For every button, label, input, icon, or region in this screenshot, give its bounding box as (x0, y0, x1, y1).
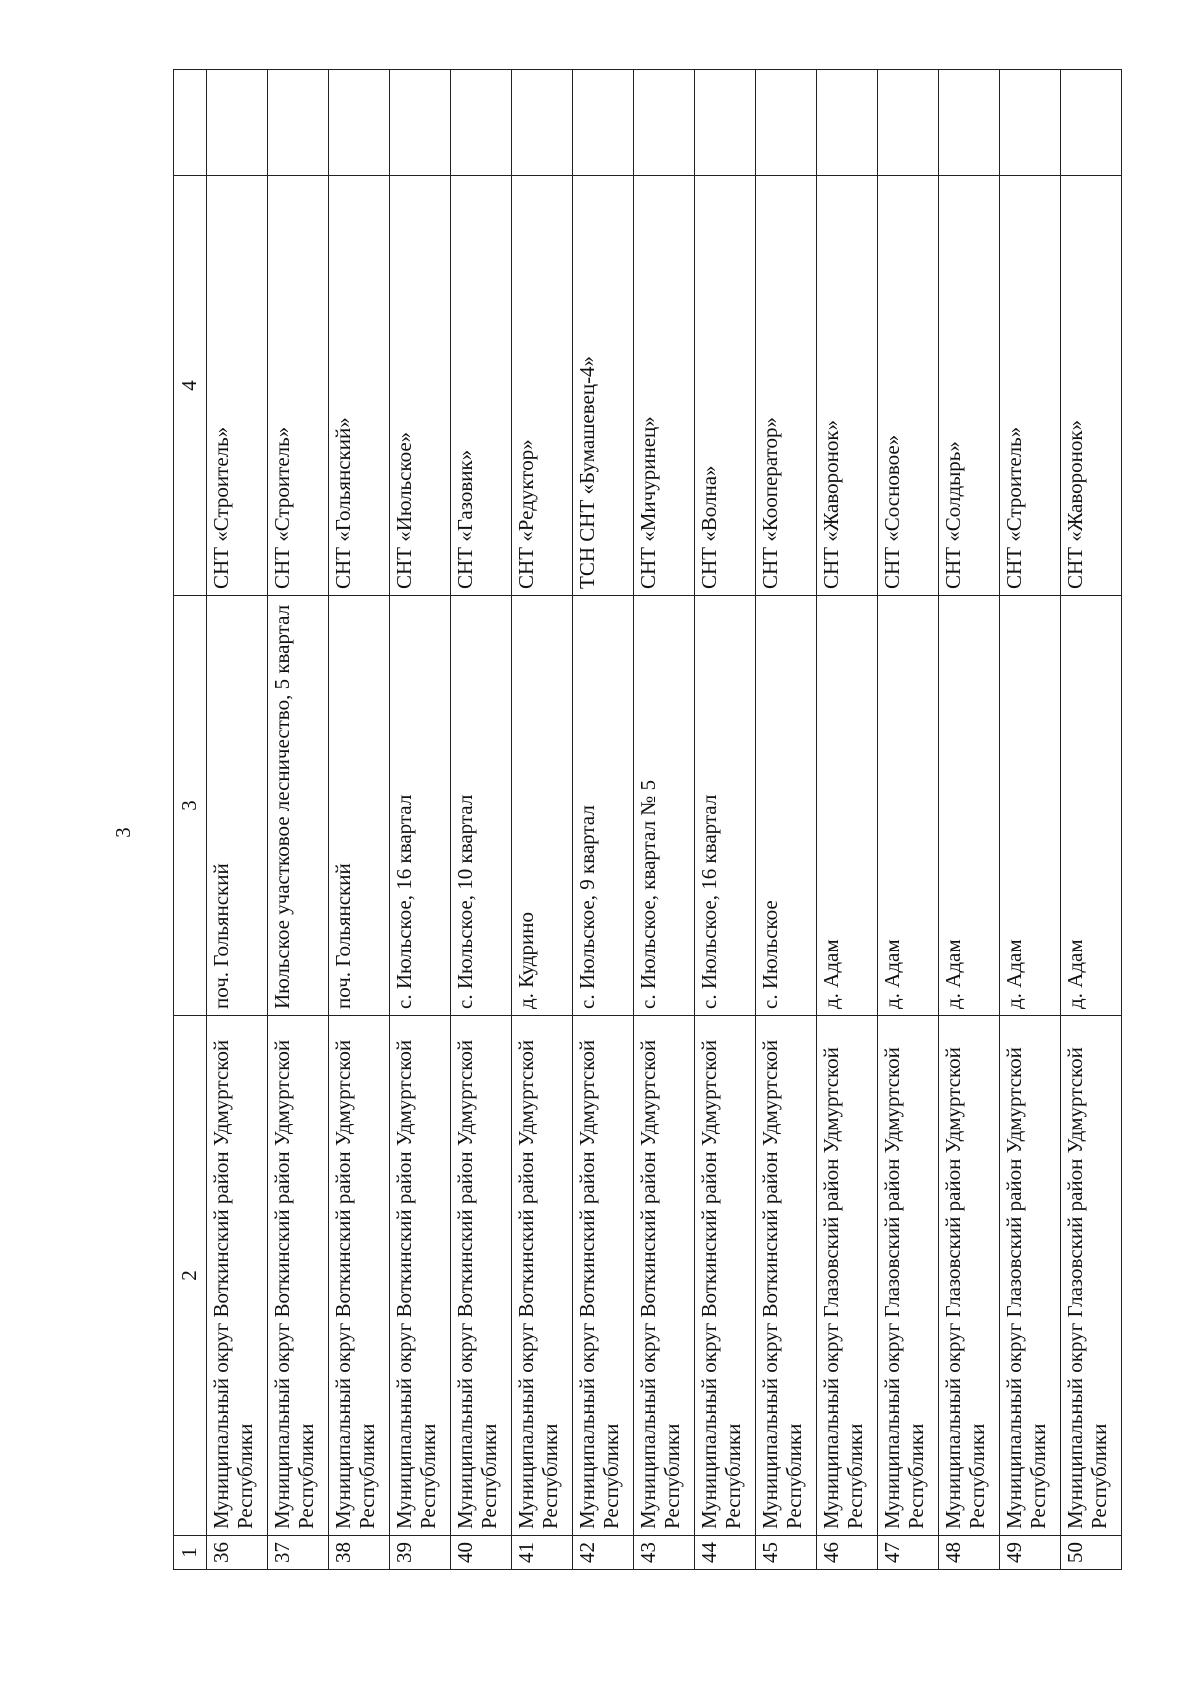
row-district: Муниципальный округ Воткинский район Удмуртской Республики (390, 1016, 451, 1536)
row-location: д. Адам (939, 596, 1000, 1016)
row-organization: СНТ «Жаворонок» (817, 176, 878, 596)
row-organization: СНТ «Гольянский» (329, 176, 390, 596)
header-col-3: 3 (174, 596, 207, 1016)
row-location: с. Июльское, 9 квартал (573, 596, 634, 1016)
row-location: с. Июльское, 16 квартал (695, 596, 756, 1016)
row-empty (695, 70, 756, 176)
table-row (512, 70, 573, 1570)
header-col-2: 2 (174, 1016, 207, 1536)
row-organization: СНТ «Газовик» (451, 176, 512, 596)
row-number: 49 (1000, 1536, 1061, 1570)
table-row (939, 70, 1000, 1570)
row-empty (756, 70, 817, 176)
row-location: с. Июльское (756, 596, 817, 1016)
row-organization: СНТ «Строитель» (268, 176, 329, 596)
row-empty (268, 70, 329, 176)
row-empty (1000, 70, 1061, 176)
table-row (817, 70, 878, 1570)
row-district: Муниципальный округ Воткинский район Удмуртской Республики (634, 1016, 695, 1536)
header-col-1: 1 (174, 1536, 207, 1570)
row-district: Муниципальный округ Воткинский район Удмуртской Республики (756, 1016, 817, 1536)
row-district: Муниципальный округ Глазовский район Удмуртской Республики (878, 1016, 939, 1536)
row-number: 37 (268, 1536, 329, 1570)
row-number: 44 (695, 1536, 756, 1570)
table-container (173, 70, 1111, 1570)
row-location: д. Адам (1000, 596, 1061, 1016)
row-number: 36 (207, 1536, 268, 1570)
row-number: 47 (878, 1536, 939, 1570)
row-empty (939, 70, 1000, 176)
data-table (173, 69, 1122, 1570)
row-empty (512, 70, 573, 176)
row-location: д. Кудрино (512, 596, 573, 1016)
row-location: с. Июльское, 10 квартал (451, 596, 512, 1016)
table-row (207, 70, 268, 1570)
row-district: Муниципальный округ Воткинский район Удмуртской Республики (329, 1016, 390, 1536)
row-number: 42 (573, 1536, 634, 1570)
row-district: Муниципальный округ Воткинский район Удмуртской Республики (268, 1016, 329, 1536)
row-location: поч. Гольянский (207, 596, 268, 1016)
row-location: д. Адам (817, 596, 878, 1016)
row-number: 48 (939, 1536, 1000, 1570)
table-header (174, 70, 207, 1570)
row-empty (390, 70, 451, 176)
row-organization: ТСН СНТ «Бумашевец-4» (573, 176, 634, 596)
row-location: д. Адам (1061, 596, 1122, 1016)
row-location: Июльское участковое лесничество, 5 квартал (268, 596, 329, 1016)
row-number: 43 (634, 1536, 695, 1570)
table-row (1061, 70, 1122, 1570)
row-empty (573, 70, 634, 176)
header-col-4: 4 (174, 176, 207, 596)
row-organization: СНТ «Сосновое» (878, 176, 939, 596)
row-district: Муниципальный округ Воткинский район Удмуртской Республики (512, 1016, 573, 1536)
row-district: Муниципальный округ Глазовский район Удмуртской Республики (817, 1016, 878, 1536)
row-location: поч. Гольянский (329, 596, 390, 1016)
row-organization: СНТ «Редуктор» (512, 176, 573, 596)
row-number: 50 (1061, 1536, 1122, 1570)
table-row (1000, 70, 1061, 1570)
row-empty (634, 70, 695, 176)
row-location: с. Июльское, 16 квартал (390, 596, 451, 1016)
header-row (174, 70, 207, 1570)
row-empty (1061, 70, 1122, 176)
row-district: Муниципальный округ Воткинский район Удмуртской Республики (451, 1016, 512, 1536)
row-district: Муниципальный округ Воткинский район Удмуртской Республики (207, 1016, 268, 1536)
row-empty (817, 70, 878, 176)
row-organization: СНТ «Волна» (695, 176, 756, 596)
table-row (451, 70, 512, 1570)
table-row (390, 70, 451, 1570)
row-number: 45 (756, 1536, 817, 1570)
row-number: 41 (512, 1536, 573, 1570)
table-row (634, 70, 695, 1570)
row-organization: СНТ «Солдырь» (939, 176, 1000, 596)
row-district: Муниципальный округ Глазовский район Удмуртской Республики (1000, 1016, 1061, 1536)
row-district: Муниципальный округ Глазовский район Удмуртской Республики (1061, 1016, 1122, 1536)
row-empty (207, 70, 268, 176)
row-organization: СНТ «Жаворонок» (1061, 176, 1122, 596)
row-number: 38 (329, 1536, 390, 1570)
row-district: Муниципальный округ Воткинский район Удмуртской Республики (573, 1016, 634, 1536)
table-row (756, 70, 817, 1570)
row-organization: СНТ «Строитель» (207, 176, 268, 596)
row-number: 39 (390, 1536, 451, 1570)
row-organization: СНТ «Мичуринец» (634, 176, 695, 596)
table-row (329, 70, 390, 1570)
row-number: 46 (817, 1536, 878, 1570)
row-empty (451, 70, 512, 176)
row-organization: СНТ «Кооператор» (756, 176, 817, 596)
row-empty (329, 70, 390, 176)
row-organization: СНТ «Строитель» (1000, 176, 1061, 596)
table-row (695, 70, 756, 1570)
table-body (207, 70, 1122, 1570)
row-location: с. Июльское, квартал № 5 (634, 596, 695, 1016)
table-row (878, 70, 939, 1570)
row-district: Муниципальный округ Глазовский район Удмуртской Республики (939, 1016, 1000, 1536)
row-district: Муниципальный округ Воткинский район Удмуртской Республики (695, 1016, 756, 1536)
page-number: 3 (110, 827, 135, 838)
row-empty (878, 70, 939, 176)
table-row (573, 70, 634, 1570)
header-col-5 (174, 70, 207, 176)
row-organization: СНТ «Июльское» (390, 176, 451, 596)
row-location: д. Адам (878, 596, 939, 1016)
table-row (268, 70, 329, 1570)
row-number: 40 (451, 1536, 512, 1570)
